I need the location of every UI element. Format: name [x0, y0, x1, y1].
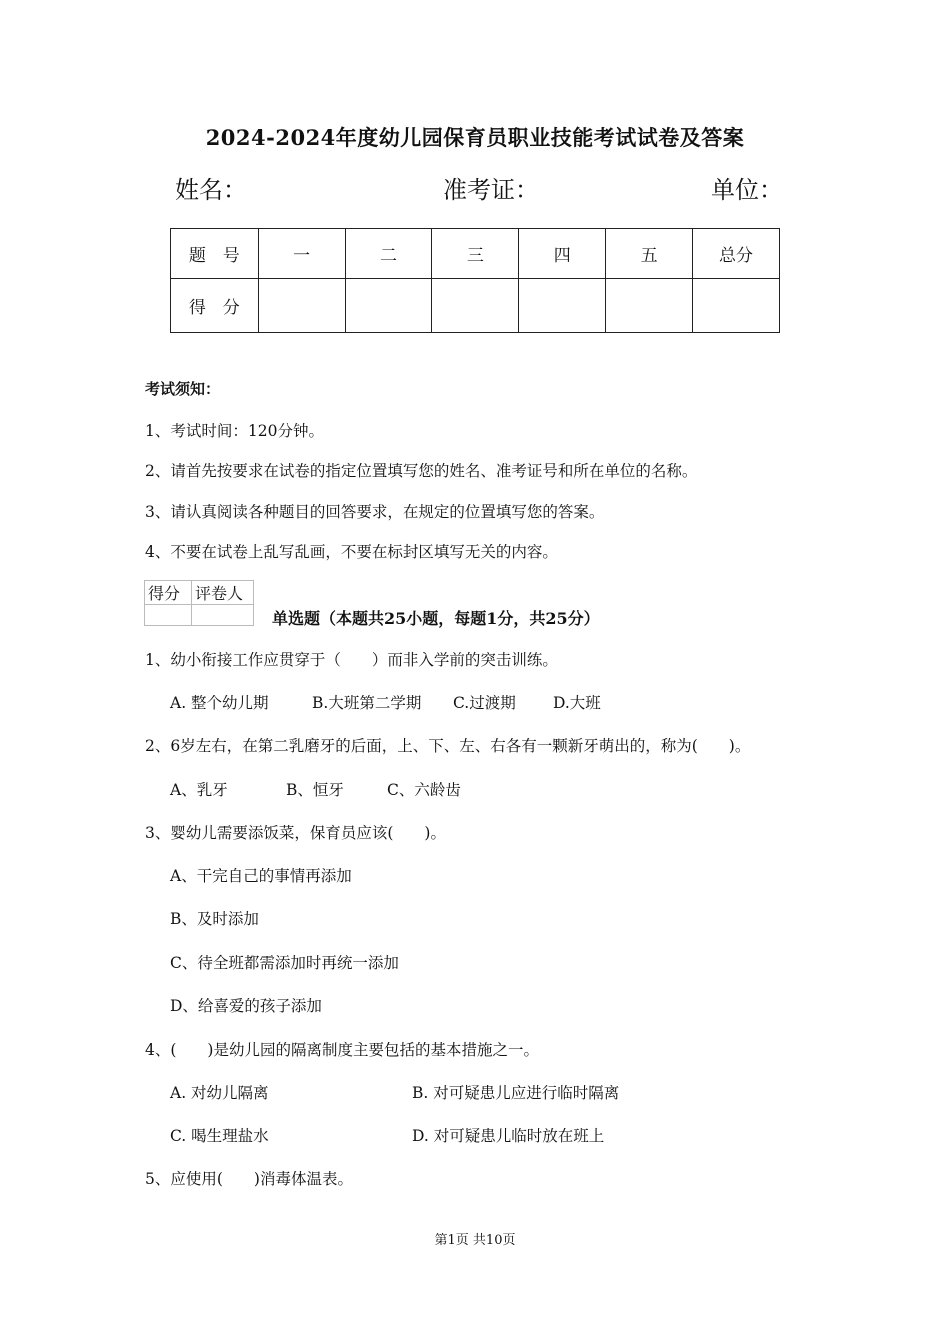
score-header-cell: 二: [345, 229, 432, 279]
score-table: [170, 228, 780, 333]
question-option: D、给喜爱的孩子添加: [170, 997, 322, 1015]
ticket-label: 准考证：: [443, 176, 539, 204]
score-table-header-row: [171, 229, 780, 279]
score-header-cell: 五: [606, 229, 693, 279]
question-option: B、恒牙: [286, 781, 344, 799]
score-cell: [345, 279, 432, 333]
question-stem: 2、6岁左右，在第二乳磨牙的后面，上、下、左、右各有一颗新牙萌出的，称为( )。: [145, 737, 751, 755]
notice-item: 3、请认真阅读各种题目的回答要求，在规定的位置填写您的答案。: [145, 503, 605, 521]
notice-item: 2、请首先按要求在试卷的指定位置填写您的姓名、准考证号和所在单位的名称。: [145, 462, 698, 480]
question-option: C、六龄齿: [387, 781, 461, 799]
page-footer: 第1页 共10页: [434, 1233, 516, 1248]
question-stem: 4、( )是幼儿园的隔离制度主要包括的基本措施之一。: [145, 1041, 539, 1059]
score-cell: [258, 279, 345, 333]
score-header-cell: 三: [432, 229, 519, 279]
score-cell: [693, 279, 780, 333]
grader-score-label: 得分: [145, 581, 192, 605]
question-option: A、干完自己的事情再添加: [170, 867, 352, 885]
question-stem: 1、幼小衔接工作应贯穿于（ ）而非入学前的突击训练。: [145, 651, 558, 669]
notice-title: 考试须知：: [145, 380, 221, 398]
notice-item: 4、不要在试卷上乱写乱画，不要在标封区填写无关的内容。: [145, 543, 558, 561]
page-title: 2024-2024年度幼儿园保育员职业技能考试试卷及答案: [205, 125, 745, 150]
grader-name-label: 评卷人: [192, 581, 254, 605]
candidate-info-row: [175, 170, 787, 204]
question-option: A. 整个幼儿期: [170, 694, 269, 712]
question-option: C. 喝生理盐水: [170, 1127, 269, 1145]
question-option: D.大班: [553, 694, 601, 712]
score-header-cell: 总分: [693, 229, 780, 279]
question-stem: 3、婴幼儿需要添饭菜，保育员应该( )。: [145, 824, 446, 842]
score-cell: [519, 279, 606, 333]
grader-score-cell: [145, 605, 192, 626]
question-option: C、待全班都需添加时再统一添加: [170, 954, 399, 972]
grader-name-cell: [192, 605, 254, 626]
grader-box: [144, 580, 254, 626]
score-cell: [606, 279, 693, 333]
score-header-cell: 一: [258, 229, 345, 279]
score-row-label: 得 分: [171, 279, 259, 333]
question-option: B、及时添加: [170, 910, 259, 928]
question-option: A. 对幼儿隔离: [170, 1084, 269, 1102]
section-heading: 单选题（本题共25小题，每题1分，共25分）: [272, 609, 600, 628]
notice-item: 1、考试时间：120分钟。: [145, 422, 324, 440]
question-stem: 5、应使用( )消毒体温表。: [145, 1170, 353, 1188]
score-table-score-row: [171, 279, 780, 333]
question-option: B.大班第二学期: [312, 694, 422, 712]
question-option: B. 对可疑患儿应进行临时隔离: [412, 1084, 620, 1102]
question-option: D. 对可疑患儿临时放在班上: [412, 1127, 605, 1145]
unit-label: 单位：: [711, 176, 783, 204]
score-cell: [432, 279, 519, 333]
question-option: A、乳牙: [170, 781, 228, 799]
name-label: 姓名：: [175, 176, 247, 204]
score-header-cell: 题 号: [171, 229, 259, 279]
score-header-cell: 四: [519, 229, 606, 279]
question-option: C.过渡期: [453, 694, 516, 712]
